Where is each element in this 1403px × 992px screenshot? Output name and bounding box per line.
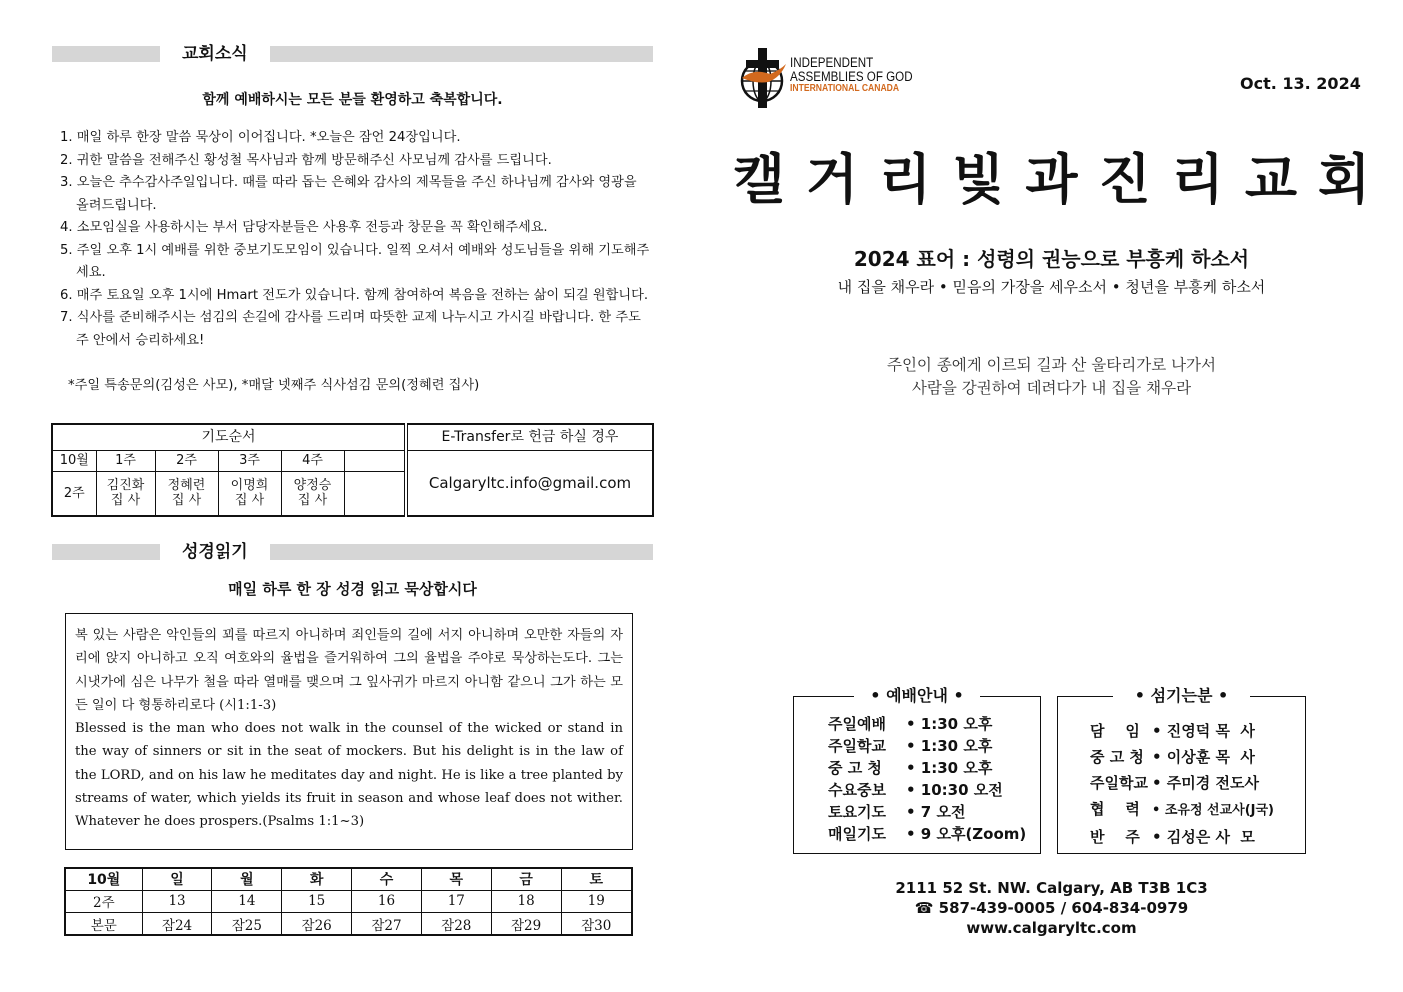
reading-cell: 19: [561, 890, 632, 912]
verse-box: [65, 613, 633, 850]
news-item: 4. 소모임실을 사용하시는 부서 담당자분들은 사용후 전등과 창문을 꼭 확인해주세요.: [60, 220, 548, 235]
reading-cell: 잠29: [491, 913, 561, 935]
prayer-cell: [96, 471, 155, 516]
prayer-name-title: 집 사: [110, 493, 141, 509]
servant-role: 주일학교: [1090, 774, 1148, 792]
servant-name: • 진영덕 목 사: [1152, 722, 1255, 740]
servant-name: • 주미경 전도사: [1152, 774, 1259, 792]
scripture-line: 사람을 강권하여 데려다가 내 집을 채우라: [911, 379, 1192, 397]
news-list: [60, 127, 650, 352]
reading-header: 토: [561, 868, 632, 890]
prayer-week-header: 2주: [155, 451, 218, 471]
news-item: 5. 주일 오후 1시 예배를 위한 중보기도모임이 있습니다. 일찍 오셔서 예배와 성도님들을 위해 기도해주세요.: [60, 242, 650, 280]
verse-english: Blessed is the man who does not walk in the counsel of the wicked or stand in the way of sinners or sit in the seat of mockers. But his delight is in the law of the LORD, and on his law he meditates day and night. He is like a tree planted by streams of water, which yields its fruit in season and whose leaf does not wither. Whatever he does prospers.(Psalms 1:1~3): [75, 721, 623, 830]
worship-name: 주일예배: [828, 715, 886, 733]
servant-row: [1090, 770, 1274, 796]
prayer-schedule-table: [51, 423, 654, 517]
motto-subtitle: 내 집을 채우라 • 믿음의 가장을 세우소서 • 청년을 부흥케 하소서: [837, 278, 1266, 296]
worship-time: • 7 오전: [906, 803, 966, 821]
news-item: 1. 매일 하루 한장 말씀 묵상이 이어집니다. *오늘은 잠언 24장입니다.: [60, 130, 461, 145]
servant-role: 반 주: [1090, 828, 1140, 846]
prayer-row-label: 2주: [52, 471, 96, 516]
scripture-quote: [700, 354, 1403, 400]
church-name: 캘거리빛과진리교회: [732, 148, 1392, 211]
reading-cell: 16: [352, 890, 422, 912]
reading-cell: 잠26: [282, 913, 352, 935]
prayer-title: 기도순서: [52, 424, 406, 451]
prayer-name: 정혜련: [167, 478, 206, 494]
servant-role: 담 임: [1090, 722, 1140, 740]
year-motto: 2024 표어 : 성령의 권능으로 부흥케 하소서: [853, 247, 1250, 271]
worship-name: 수요중보: [828, 781, 886, 799]
news-item: 3. 오늘은 추수감사주일입니다. 때를 따라 돕는 은혜와 감사의 제목들을 주신 하나님께 감사와 영광을 올려드립니다.: [60, 175, 637, 213]
worship-name: 주일학교: [828, 737, 886, 755]
prayer-name-title: 집 사: [171, 493, 202, 509]
reading-cell: 18: [491, 890, 561, 912]
welcome-message: 함께 예배하시는 모든 분들 환영하고 축복합니다.: [202, 92, 503, 108]
worship-row: [828, 757, 1026, 779]
worship-name: 매일기도: [828, 825, 886, 843]
reading-cell: 잠24: [142, 913, 212, 935]
prayer-name: 이명희: [230, 478, 269, 494]
reading-cell: 15: [282, 890, 352, 912]
etransfer-title: E-Transfer로 헌금 하실 경우: [406, 424, 653, 451]
news-item: 6. 매주 토요일 오후 1시에 Hmart 전도가 있습니다. 함께 참여하여 복음을 전하는 삶이 되길 원합니다.: [60, 287, 649, 303]
reading-cell: 잠27: [352, 913, 422, 935]
reading-schedule-table: [64, 867, 633, 936]
worship-schedule-box: [793, 686, 1041, 854]
worship-row: [828, 735, 1026, 757]
reading-cell: 13: [142, 890, 212, 912]
servants-title: • 섬기는분 •: [1134, 686, 1229, 705]
worship-time: • 9 오후(Zoom): [906, 825, 1027, 843]
etransfer-email[interactable]: Calgaryltc.info@gmail.com: [406, 451, 653, 516]
servant-name: • 조유정 선교사(J국): [1152, 803, 1274, 818]
bible-heading: 성경읽기: [160, 538, 270, 566]
servant-row: [1090, 796, 1274, 824]
prayer-name-title: 집 사: [234, 493, 265, 509]
logo-line: INTERNATIONAL CANADA: [790, 83, 900, 94]
reading-header: 월: [212, 868, 282, 890]
reading-cell: 잠28: [421, 913, 491, 935]
servant-name: • 김성은 사 모: [1152, 828, 1255, 846]
reading-header: 화: [282, 868, 352, 890]
reading-cell: 17: [421, 890, 491, 912]
reading-header: 10월: [65, 868, 142, 890]
prayer-week-header: 1주: [96, 451, 155, 471]
logo-line: ASSEMBLIES OF GOD: [790, 68, 913, 84]
servant-row: [1090, 744, 1274, 770]
reading-cell: 잠25: [212, 913, 282, 935]
reading-header: 수: [352, 868, 422, 890]
worship-time: • 1:30 오후: [906, 737, 993, 755]
servant-row: [1090, 824, 1274, 850]
reading-cell: 2주: [65, 890, 142, 912]
worship-schedule-title: • 예배안내 •: [870, 686, 964, 705]
prayer-cell: [281, 471, 344, 516]
bible-subtitle: 매일 하루 한 장 성경 읽고 묵상합시다: [228, 580, 477, 598]
servant-role: 중 고 청: [1090, 748, 1144, 766]
reading-cell: 14: [212, 890, 282, 912]
logo-text: [790, 56, 913, 94]
news-item: 2. 귀한 말씀을 전해주신 황성철 목사님과 함께 방문해주신 사모님께 감사를 드립니다.: [60, 152, 552, 168]
prayer-name: 김진화: [106, 478, 145, 494]
servant-row: [1090, 718, 1274, 744]
worship-row: [828, 823, 1026, 845]
worship-row: [828, 801, 1026, 823]
reading-cell: 본문: [65, 913, 142, 935]
contact-info: [700, 878, 1403, 938]
prayer-month: 10월: [52, 451, 96, 471]
worship-name: 중 고 청: [828, 759, 882, 777]
prayer-week-header: 3주: [218, 451, 281, 471]
news-item: 7. 식사를 준비해주시는 섬김의 손길에 감사를 드리며 따뜻한 교제 나누시고 가시길 바랍니다. 한 주도 주 안에서 승리하세요!: [60, 310, 641, 348]
worship-name: 토요기도: [828, 803, 886, 821]
worship-time: • 10:30 오전: [906, 781, 1003, 799]
verse-korean: 복 있는 사람은 악인들의 꾀를 따르지 아니하며 죄인들의 길에 서지 아니하며 오만한 자들의 자리에 앉지 아니하고 오직 여호와의 율법을 즐거워하여 그의 율법을 주야로 묵상하는도다. 그는 시냇가에 심은 나무가 철을 따라 열매를 맺으며 그 잎사귀가 마르지 아니함 같으니 그가 하는 모든 일이 다 형통하리로다 (시1:1-3): [75, 628, 623, 713]
servant-role: 협 력: [1090, 800, 1140, 818]
prayer-cell: [218, 471, 281, 516]
reading-header: 금: [491, 868, 561, 890]
prayer-week-header: 4주: [281, 451, 344, 471]
prayer-cell: [344, 471, 406, 516]
reading-cell: 잠30: [561, 913, 632, 935]
worship-row: [828, 713, 1026, 735]
news-section-header: [52, 46, 653, 62]
website-link[interactable]: www.calgaryltc.com: [966, 919, 1137, 937]
phone: ☎ 587-439-0005 / 604-834-0979: [914, 899, 1189, 917]
worship-time: • 1:30 오후: [906, 715, 993, 733]
reading-header: 목: [421, 868, 491, 890]
scripture-line: 주인이 종에게 이르되 길과 산 울타리가로 나가서: [886, 356, 1217, 374]
prayer-week-header: [344, 451, 406, 471]
worship-time: • 1:30 오후: [906, 759, 993, 777]
servant-name: • 이상훈 목 사: [1152, 748, 1255, 766]
logo-line: INDEPENDENT: [790, 55, 874, 70]
prayer-cell: [155, 471, 218, 516]
prayer-name: 양정승: [293, 478, 332, 494]
bible-section-header: [52, 544, 653, 560]
worship-row: [828, 779, 1026, 801]
news-heading: 교회소식: [160, 40, 270, 68]
bulletin-date: Oct. 13. 2024: [1240, 74, 1361, 93]
prayer-name-title: 집 사: [297, 493, 328, 509]
address: 2111 52 St. NW. Calgary, AB T3B 1C3: [895, 879, 1208, 897]
reading-header: 일: [142, 868, 212, 890]
servants-box: [1057, 686, 1306, 854]
news-note: *주일 특송문의(김성은 사모), *매달 넷째주 식사섬김 문의(정혜련 집사): [68, 378, 480, 393]
